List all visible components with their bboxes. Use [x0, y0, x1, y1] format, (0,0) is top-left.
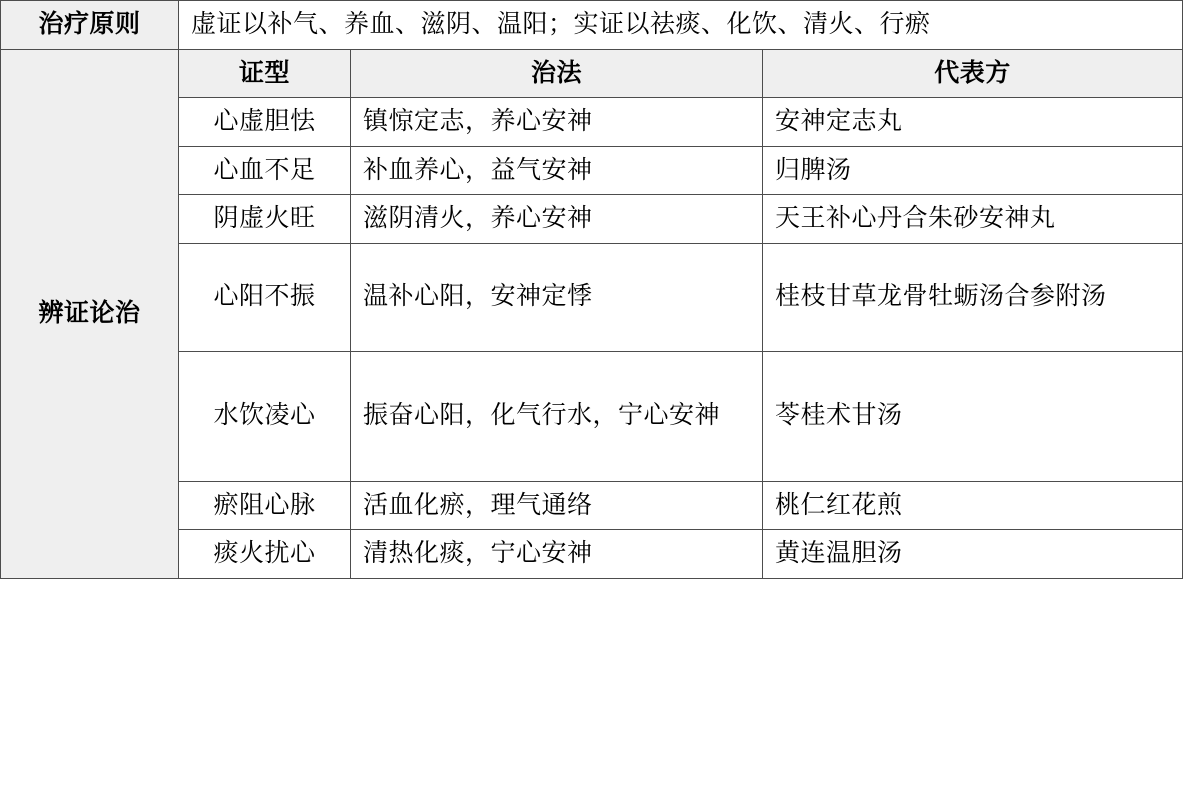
cell-formula: 桃仁红花煎 — [763, 481, 1183, 530]
cell-formula: 天王补心丹合朱砂安神丸 — [763, 195, 1183, 244]
cell-method: 滋阴清火，养心安神 — [351, 195, 763, 244]
column-header-formula: 代表方 — [763, 49, 1183, 98]
cell-pattern: 痰火扰心 — [179, 530, 351, 579]
table-row — [1, 530, 1183, 579]
column-header-method: 治法 — [351, 49, 763, 98]
table-row-principle — [1, 1, 1183, 50]
row-label-principle: 治疗原则 — [1, 1, 179, 50]
cell-formula: 安神定志丸 — [763, 98, 1183, 147]
table-row — [1, 195, 1183, 244]
column-header-pattern: 证型 — [179, 49, 351, 98]
table-row — [1, 98, 1183, 147]
table-row — [1, 481, 1183, 530]
cell-pattern: 心血不足 — [179, 146, 351, 195]
cell-pattern: 水饮凌心 — [179, 351, 351, 481]
cell-pattern: 阴虚火旺 — [179, 195, 351, 244]
cell-formula: 苓桂术甘汤 — [763, 351, 1183, 481]
cell-pattern: 心虚胆怯 — [179, 98, 351, 147]
cell-pattern: 瘀阻心脉 — [179, 481, 351, 530]
cell-method: 温补心阳，安神定悸 — [351, 243, 763, 351]
cell-method: 镇惊定志，养心安神 — [351, 98, 763, 147]
table-row — [1, 146, 1183, 195]
cell-method: 活血化瘀，理气通络 — [351, 481, 763, 530]
cell-formula: 桂枝甘草龙骨牡蛎汤合参附汤 — [763, 243, 1183, 351]
cell-method: 补血养心，益气安神 — [351, 146, 763, 195]
row-label-differentiation: 辨证论治 — [1, 49, 179, 578]
cell-formula: 归脾汤 — [763, 146, 1183, 195]
table-row — [1, 351, 1183, 481]
cell-formula: 黄连温胆汤 — [763, 530, 1183, 579]
cell-method: 振奋心阳，化气行水，宁心安神 — [351, 351, 763, 481]
cell-pattern: 心阳不振 — [179, 243, 351, 351]
table-row-subheader — [1, 49, 1183, 98]
table-row — [1, 243, 1183, 351]
cell-method: 清热化痰，宁心安神 — [351, 530, 763, 579]
principle-text: 虚证以补气、养血、滋阴、温阳；实证以祛痰、化饮、清火、行瘀 — [179, 1, 1183, 50]
